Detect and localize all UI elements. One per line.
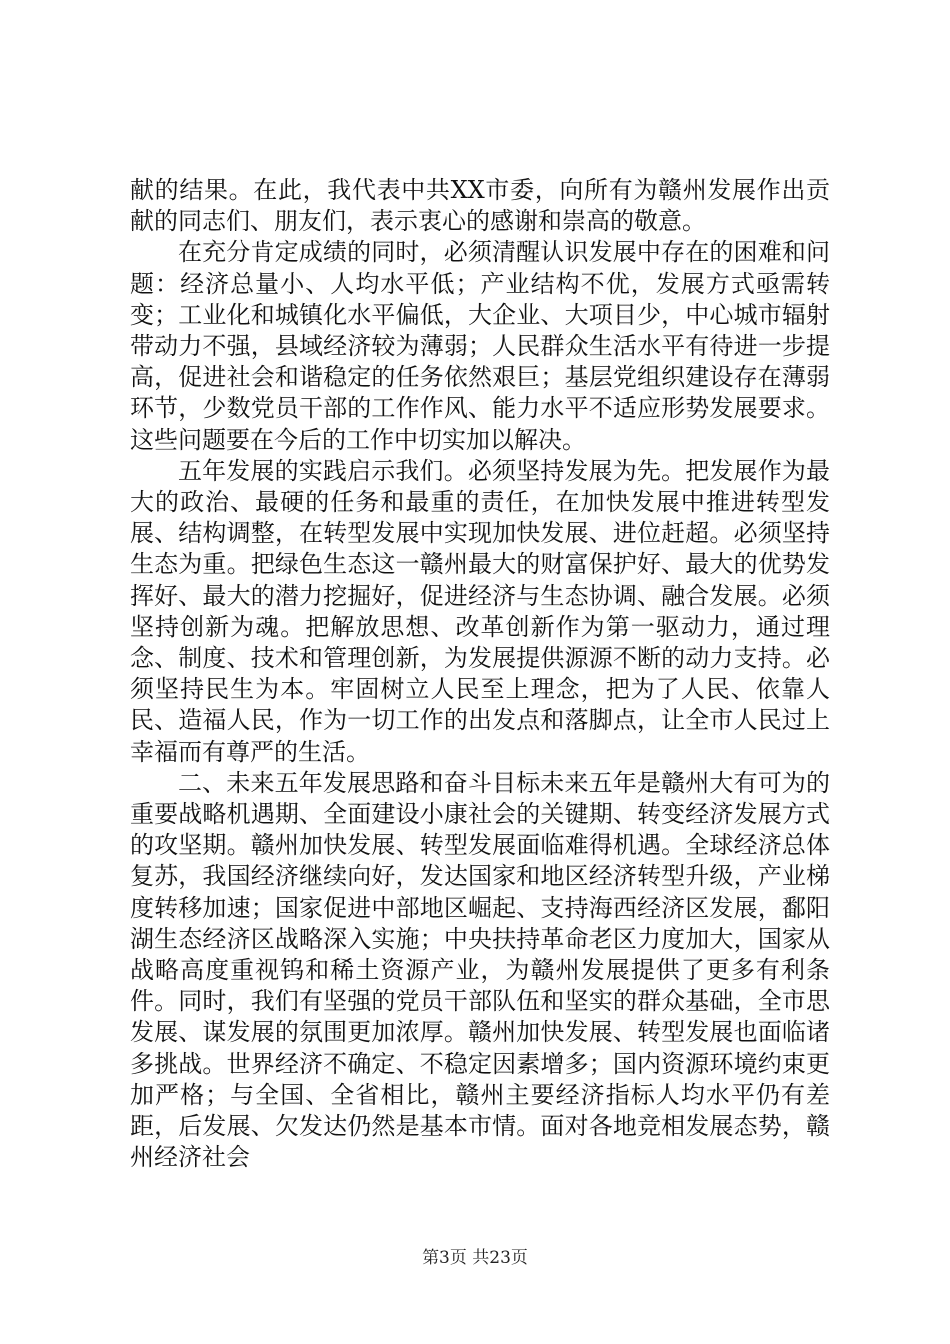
paragraph-lessons: 五年发展的实践启示我们。必须坚持发展为先。把发展作为最大的政治、最硬的任务和最重的责任，在加快发展中推进转型发展、结构调整，在转型发展中实现加快发展、进位赶超。必须坚持生态为重。把绿色生态这一赣州最大的财富保护好、最大的优势发挥好、最大的潜力挖掘好，促进经济与生态协调、融合发展。必须坚持创新为魂。把解放思想、改革创新作为第一驱动力，通过理念、制度、技术和管理创新，为发展提供源源不断的动力支持。必须坚持民生为本。牢固树立人民至上理念，把为了人民、依靠人民、造福人民，作为一切工作的出发点和落脚点，让全市人民过上幸福而有尊严的生活。 bbox=[130, 456, 830, 766]
page-footer: 第3页 共23页 bbox=[422, 1248, 528, 1268]
paragraph-future-plan: 二、未来五年发展思路和奋斗目标未来五年是赣州大有可为的重要战略机遇期、全面建设小康社会的关键期、转变经济发展方式的攻坚期。赣州加快发展、转型发展面临难得机遇。全球经济总体复苏，我国经济继续向好，发达国家和地区经济转型升级，产业梯度转移加速；国家促进中部地区崛起、支持海西经济区发展，鄱阳湖生态经济区战略深入实施；中央扶持革命老区力度加大，国家从战略高度重视钨和稀土资源产业，为赣州发展提供了更多有利条件。同时，我们有坚强的党员干部队伍和坚实的群众基础，全市思发展、谋发展的氛围更加浓厚。赣州加快发展、转型发展也面临诸多挑战。世界经济不确定、不稳定因素增多；国内资源环境约束更加严格；与全国、全省相比，赣州主要经济指标人均水平仍有差距，后发展、欠发达仍然是基本市情。面对各地竞相发展态势，赣州经济社会 bbox=[130, 768, 830, 1172]
paragraph-problems: 在充分肯定成绩的同时，必须清醒认识发展中存在的困难和问题：经济总量小、人均水平低；产业结构不优，发展方式亟需转变；工业化和城镇化水平偏低，大企业、大项目少，中心城市辐射带动力不强，县域经济较为薄弱；人民群众生活水平有待进一步提高，促进社会和谐稳定的任务依然艰巨；基层党组织建设存在薄弱环节，少数党员干部的工作作风、能力水平不适应形势发展要求。这些问题要在今后的工作中切实加以解决。 bbox=[130, 238, 830, 454]
paragraph-continuation: 献的结果。在此，我代表中共XX市委，向所有为赣州发展作出贡献的同志们、朋友们，表示衷心的感谢和崇高的敬意。 bbox=[130, 176, 830, 236]
document-body bbox=[130, 175, 830, 1174]
